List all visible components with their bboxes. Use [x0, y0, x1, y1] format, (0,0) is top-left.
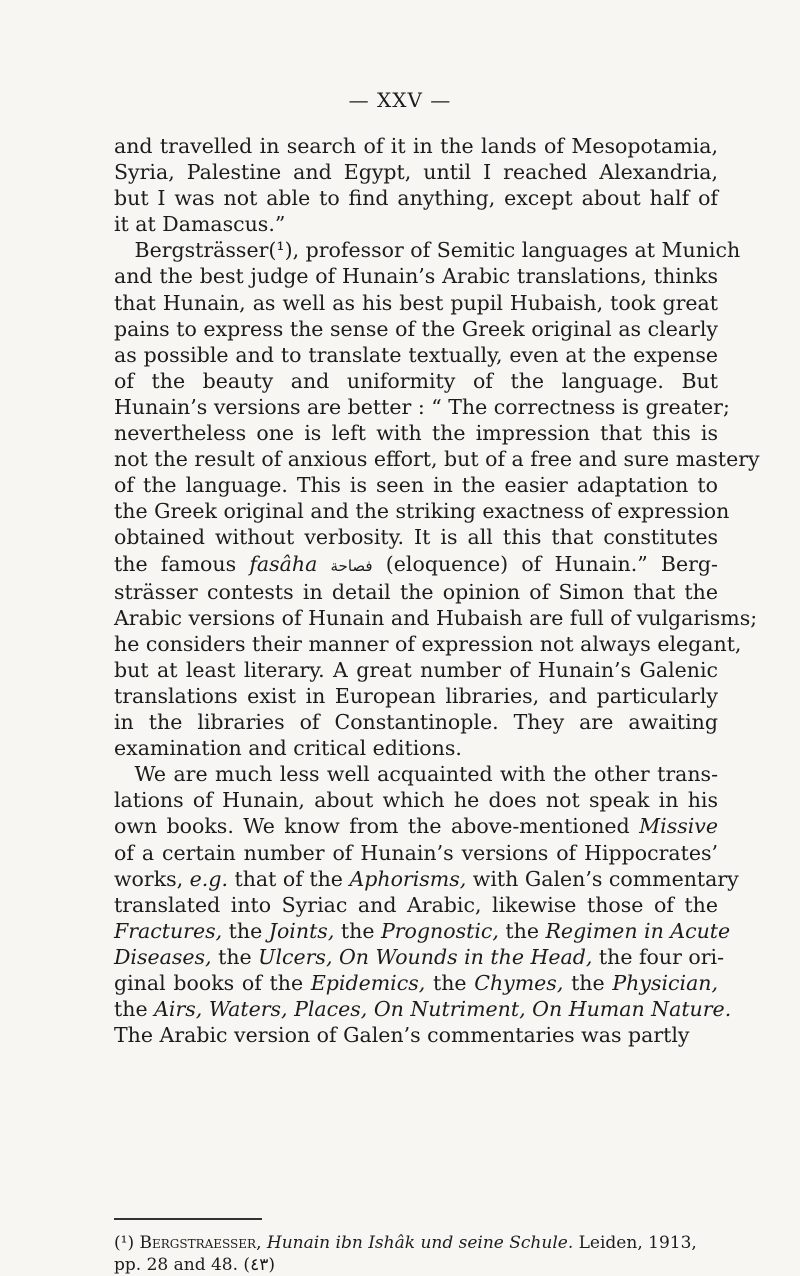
text-line — [114, 944, 725, 970]
body-text — [114, 133, 760, 1048]
text-segment: Bergsträsser(¹), professor of Semitic languages at Munich — [114, 238, 741, 263]
text-line — [114, 524, 718, 550]
text-segment: the — [211, 944, 259, 969]
text-segment: Ulcers, — [258, 944, 333, 969]
text-segment: and travelled in search of it in the lands of Mesopotamia, — [114, 134, 718, 158]
text-segment: the — [563, 971, 613, 995]
text-line — [114, 420, 718, 446]
footnote-author: Bergstraesser, — [139, 1233, 262, 1253]
text-segment: nevertheless one is left with the impression that this is — [114, 421, 718, 446]
text-segment: On Nutriment, — [373, 997, 526, 1022]
text-segment: works, — [114, 866, 190, 891]
text-segment: Joints, — [268, 918, 335, 943]
text-line — [114, 237, 741, 263]
text-line — [114, 551, 718, 579]
text-segment — [317, 552, 330, 576]
text-segment: Fractures, — [114, 918, 223, 943]
footnote-imprint: Leiden, 1913, — [573, 1233, 697, 1253]
text-segment: Missive — [639, 814, 718, 839]
text-segment: Aphorisms, — [349, 866, 467, 891]
text-segment: lations of Hunain, about which he does not speak in his — [114, 788, 718, 813]
text-line — [114, 631, 742, 657]
text-line — [114, 605, 758, 631]
text-segment: We are much less well acquainted with the other trans- — [114, 762, 718, 787]
text-segment: with Galen’s commentary — [466, 866, 739, 891]
text-line — [114, 472, 718, 498]
text-segment: obtained without verbosity. It is all this that constitutes — [114, 525, 718, 550]
text-segment: fasâha — [249, 551, 318, 576]
text-segment: the — [222, 918, 269, 943]
text-segment: the — [498, 918, 546, 943]
text-line — [114, 709, 718, 735]
text-segment: Syria, Palestine and Egypt, until I reached Alexandria, — [114, 160, 718, 185]
text-segment: the four ori- — [592, 944, 725, 969]
text-segment: strässer contests in detail the opinion of Simon that the — [114, 579, 718, 604]
text-segment: ginal books of the — [114, 971, 311, 995]
text-line — [114, 657, 718, 683]
text-segment: Diseases, — [114, 944, 212, 969]
text-line — [114, 263, 718, 289]
text-line — [114, 368, 718, 394]
text-line — [114, 316, 718, 342]
text-segment: that Hunain, as well as his best pupil Hubaish, took great — [114, 290, 718, 315]
text-line — [114, 735, 718, 761]
text-line — [114, 498, 730, 524]
text-segment: Physician, — [612, 971, 719, 995]
text-segment: e.g. — [189, 866, 228, 891]
text-line — [114, 918, 731, 944]
text-segment: translated into Syriac and Arabic, likewise those of the — [114, 892, 718, 917]
text-line — [114, 996, 732, 1022]
text-line — [114, 1022, 718, 1048]
text-segment: The Arabic version of Galen’s commentaries was partly — [114, 1023, 690, 1048]
text-line — [114, 290, 718, 316]
text-segment: of the beauty and uniformity of the language. But — [114, 368, 718, 393]
text-segment: of the language. This is seen in the easier adaptation to — [114, 473, 718, 498]
text-segment: Hunain’s versions are better : “ The correctness is greater; — [114, 394, 730, 419]
text-segment: of a certain number of Hunain’s versions of Hippocrates’ — [114, 840, 718, 865]
text-line — [114, 579, 718, 605]
footnote-rule — [114, 1218, 262, 1220]
text-segment: Arabic versions of Hunain and Hubaish are full of vulgarisms; — [114, 605, 758, 630]
text-segment: On Wounds in the Head, — [339, 944, 593, 969]
text-segment: the — [114, 997, 155, 1022]
text-line — [114, 342, 718, 368]
text-segment: فصاحة — [330, 556, 373, 575]
text-line — [114, 159, 718, 185]
text-segment: Airs, — [154, 997, 203, 1022]
text-segment: as possible and to translate textually, even at the expense — [114, 342, 718, 367]
text-segment: own books. We know from the above-mentioned — [114, 814, 640, 839]
footnote-title: Hunain ibn Ishâk und seine Schule. — [266, 1233, 574, 1253]
text-segment: Prognostic, — [380, 918, 499, 943]
text-segment: (eloquence) of Hunain.” Berg- — [372, 551, 718, 576]
text-line — [114, 840, 718, 866]
text-line — [114, 970, 718, 996]
text-segment: not the result of anxious effort, but of a free and sure mastery — [114, 447, 760, 472]
footnote-line — [114, 1232, 718, 1254]
text-segment: but I was not able to find anything, except about half of — [114, 186, 718, 211]
text-line — [114, 787, 718, 813]
text-line — [114, 683, 718, 709]
text-segment: the Greek original and the striking exactness of expression — [114, 499, 730, 524]
text-segment: the — [425, 971, 475, 995]
text-line — [114, 866, 739, 892]
text-segment: examination and critical editions. — [114, 736, 462, 761]
text-line — [114, 185, 718, 211]
text-line — [114, 813, 718, 839]
text-line — [114, 394, 730, 420]
text-segment: Chymes, — [474, 971, 564, 995]
text-line — [114, 446, 760, 472]
text-segment: that of the — [227, 866, 350, 891]
text-segment: Waters, — [208, 997, 288, 1022]
text-segment: the famous — [114, 551, 250, 576]
text-segment: Regimen in Acute — [545, 918, 731, 943]
footnote-marker: (¹) — [114, 1233, 140, 1253]
text-line — [114, 133, 718, 159]
footnote-line: pp. 28 and 48. (٤٣) — [114, 1255, 275, 1275]
text-line — [114, 761, 718, 787]
text-segment: On Human Nature. — [532, 997, 732, 1022]
text-segment: in the libraries of Constantinople. They are awaiting — [114, 710, 718, 735]
text-segment: Epidemics, — [310, 971, 426, 995]
text-segment: pains to express the sense of the Greek original as clearly — [114, 316, 718, 341]
text-segment: but at least literary. A great number of Hunain’s Galenic — [114, 657, 718, 682]
text-segment: translations exist in European libraries, and particularly — [114, 683, 718, 708]
text-segment: it at Damascus.” — [114, 212, 286, 237]
page-number: — XXV — — [348, 88, 452, 112]
text-segment: he considers their manner of expression not always elegant, — [114, 631, 742, 656]
text-segment: and the best judge of Hunain’s Arabic translations, thinks — [114, 264, 718, 289]
text-line — [114, 892, 718, 918]
footnotes — [114, 1232, 718, 1276]
text-line — [114, 211, 718, 237]
text-segment: the — [334, 918, 381, 943]
text-segment: Places, — [294, 997, 368, 1022]
